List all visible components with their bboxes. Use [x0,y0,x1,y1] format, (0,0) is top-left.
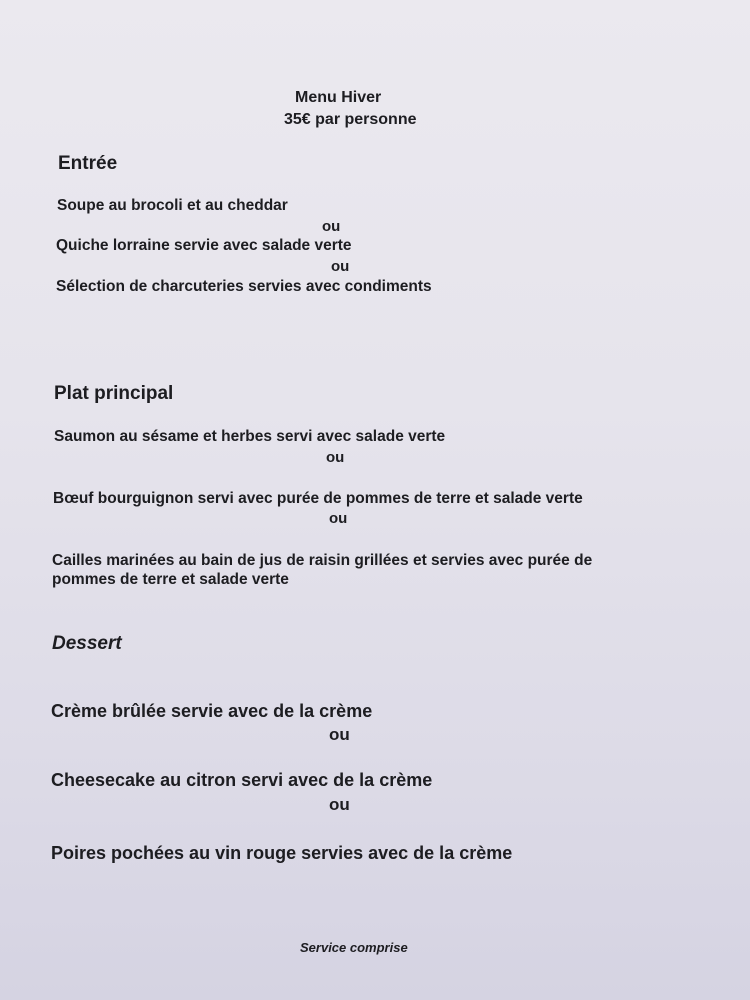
entree-item-1: Soupe au brocoli et au cheddar [57,197,288,214]
menu-title: Menu Hiver [295,89,382,106]
service-note: Service comprise [300,940,408,955]
plat-item-2: Bœuf bourguignon servi avec purée de pommes de terre et salade verte [53,490,583,507]
dessert-item-1: Crème brûlée servie avec de la crème [51,701,373,721]
section-heading-plat-principal: Plat principal [54,383,174,404]
entree-item-3: Sélection de charcuteries servies avec condiments [56,278,432,295]
plat-item-1: Saumon au sésame et herbes servi avec salade verte [54,428,446,445]
entree-item-2: Quiche lorraine servie avec salade verte [56,237,352,254]
dessert-item-3: Poires pochées au vin rouge servies avec de la crème [51,843,513,863]
plat-separator-2: ou [329,510,348,527]
plat-separator-1: ou [326,449,345,466]
plat-item-3-line-2: pommes de terre et salade verte [52,571,289,588]
plat-item-3-line-1: Cailles marinées au bain de jus de raisin grillées et servies avec purée de [52,552,593,569]
dessert-separator-1: ou [329,725,350,744]
section-heading-dessert: Dessert [52,633,122,654]
dessert-separator-2: ou [329,795,350,814]
entree-separator-2: ou [331,258,350,275]
entree-separator-1: ou [322,218,341,235]
menu-price: 35€ par personne [284,111,417,128]
dessert-item-2: Cheesecake au citron servi avec de la crème [51,770,433,790]
section-heading-entree: Entrée [58,153,118,174]
